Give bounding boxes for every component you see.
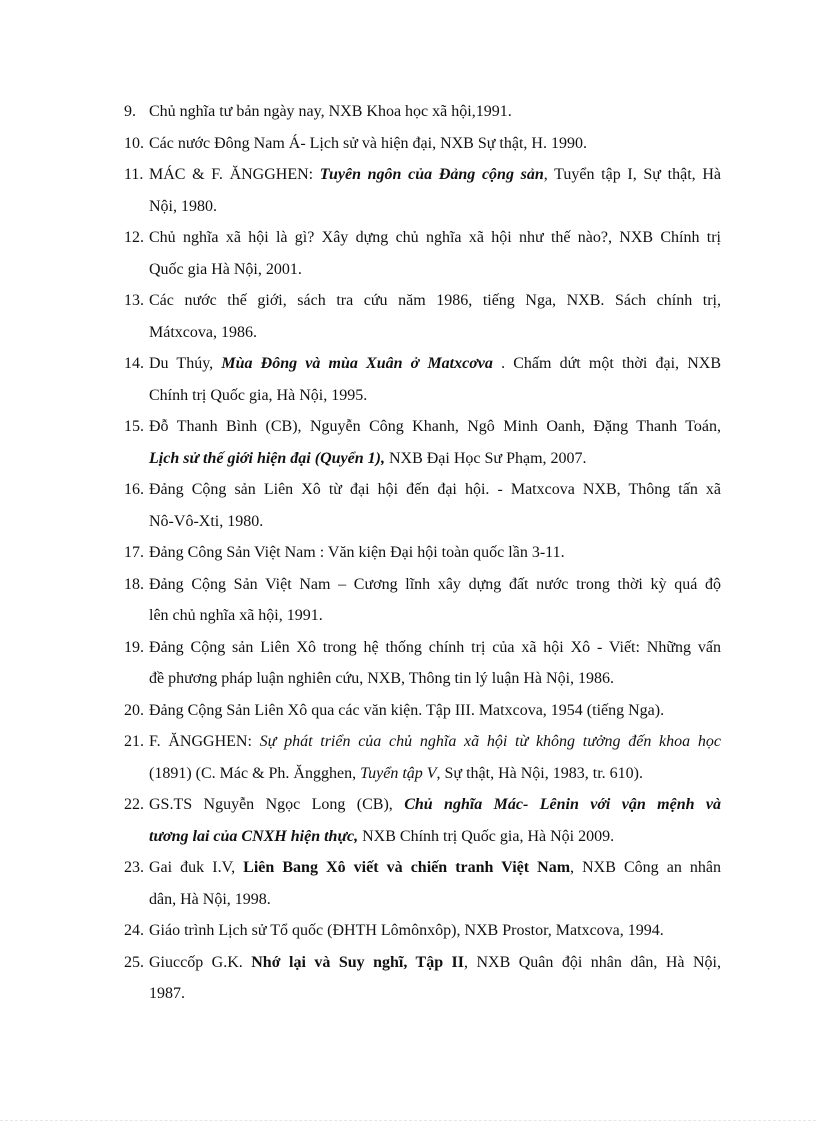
reference-text: Đảng Công Sản Việt Nam : Văn kiện Đại hội toàn quốc lần 3-11.: [149, 544, 565, 561]
reference-item: [124, 947, 721, 1010]
reference-details: , NXB Công an nhân: [570, 859, 722, 876]
reference-details: NXB Đại Học Sư Phạm, 2007.: [384, 449, 587, 467]
reference-item: [124, 285, 721, 348]
reference-title: Sự phát triển của chủ nghĩa xã hội từ không tưởng đến khoa học: [259, 733, 721, 750]
reference-details: (1891) (C. Mác & Ph. Ăngghen,: [149, 764, 361, 782]
reference-text: Đảng Cộng sản Liên Xô trong hệ thống chính trị của xã hội Xô - Viết: Những vấn: [149, 638, 721, 656]
reference-item: [124, 537, 721, 569]
reference-details: . Chấm dứt một thời đại, NXB: [492, 355, 722, 372]
reference-author: F. ĂNGGHEN:: [149, 733, 260, 750]
reference-line: [124, 947, 721, 979]
reference-number: 17.: [124, 544, 144, 561]
reference-continuation: [124, 443, 721, 475]
reference-title: tương lai của CNXH hiện thực,: [149, 827, 359, 845]
reference-author: Du Thúy,: [149, 355, 222, 372]
reference-list: [124, 96, 721, 1010]
reference-item: [124, 411, 721, 474]
reference-item: [124, 726, 721, 789]
reference-line: [124, 726, 721, 758]
reference-details: NXB Chính trị Quốc gia, Hà Nội 2009.: [358, 827, 615, 845]
reference-item: [124, 789, 721, 852]
reference-number: 9.: [124, 103, 136, 120]
reference-number: 21.: [124, 733, 144, 750]
reference-text: Chủ nghĩa tư bản ngày nay, NXB Khoa học xã hội,1991.: [149, 103, 512, 120]
reference-item: [124, 852, 721, 915]
reference-item: [124, 128, 721, 160]
reference-title: Chủ nghĩa Mác- Lênin với vận mệnh và: [404, 796, 722, 813]
reference-continuation: Chính trị Quốc gia, Hà Nội, 1995.: [149, 386, 368, 404]
reference-number: 12.: [124, 229, 144, 246]
reference-text: Đảng Cộng Sản Việt Nam – Cương lĩnh xây dựng đất nước trong thời kỳ quá độ: [149, 575, 721, 593]
reference-title: Tuyên ngôn của Đảng cộng sản: [319, 166, 544, 183]
reference-continuation: đề phương pháp luận nghiên cứu, NXB, Thông tin lý luận Hà Nội, 1986.: [149, 670, 615, 687]
reference-item: [124, 569, 721, 632]
reference-item: [124, 632, 721, 695]
reference-author: Gai đuk I.V,: [149, 859, 244, 876]
reference-number: 18.: [124, 575, 144, 593]
reference-title: Nhớ lại và Suy nghĩ, Tập II: [251, 953, 465, 971]
reference-number: 16.: [124, 481, 144, 498]
reference-continuation: [124, 758, 721, 790]
reference-text: Đảng Cộng sản Liên Xô từ đại hội đến đại hội. - Matxcova NXB, Thông tấn xã: [149, 481, 721, 498]
reference-details: , Tuyển tập I, Sự thật, Hà: [543, 166, 721, 183]
reference-collection-title: Tuyển tập V: [360, 764, 437, 782]
reference-author: Giuccốp G.K.: [149, 953, 252, 971]
reference-title: Lịch sử thế giới hiện đại (Quyển 1),: [149, 449, 385, 467]
reference-title: Liên Bang Xô viết và chiến tranh Việt Nam: [243, 859, 571, 876]
reference-item: [124, 348, 721, 411]
reference-text: Giáo trình Lịch sử Tổ quốc (ĐHTH Lômônxôp), NXB Prostor, Matxcova, 1994.: [149, 922, 664, 939]
reference-continuation: [124, 821, 721, 853]
reference-author: MÁC & F. ĂNGGHEN:: [149, 166, 320, 183]
reference-number: 10.: [124, 134, 144, 152]
reference-number: 22.: [124, 796, 144, 813]
reference-item: [124, 159, 721, 222]
reference-item: [124, 222, 721, 285]
reference-number: 14.: [124, 355, 144, 372]
reference-item: [124, 695, 721, 727]
reference-details: , NXB Quân đội nhân dân, Hà Nội,: [464, 953, 722, 971]
reference-continuation: Quốc gia Hà Nội, 2001.: [149, 260, 302, 278]
reference-continuation: 1987.: [149, 985, 185, 1002]
reference-number: 13.: [124, 292, 144, 309]
reference-item: [124, 474, 721, 537]
reference-number: 24.: [124, 922, 144, 939]
reference-text: Chủ nghĩa xã hội là gì? Xây dựng chủ nghĩa xã hội như thế nào?, NXB Chính trị: [149, 229, 721, 246]
reference-continuation: lên chủ nghĩa xã hội, 1991.: [149, 607, 323, 624]
reference-text: Các nước Đông Nam Á- Lịch sử và hiện đại, NXB Sự thật, H. 1990.: [149, 134, 587, 152]
reference-text: Đảng Cộng Sản Liên Xô qua các văn kiện. Tập III. Matxcova, 1954 (tiếng Nga).: [149, 701, 665, 719]
reference-continuation: dân, Hà Nội, 1998.: [149, 890, 271, 908]
reference-number: 11.: [124, 166, 144, 183]
reference-author: GS.TS Nguyễn Ngọc Long (CB),: [149, 796, 405, 813]
reference-title: Mùa Đông và mùa Xuân ở Matxcơva: [221, 355, 493, 372]
reference-line: [124, 852, 721, 884]
reference-number: 23.: [124, 859, 144, 876]
reference-details: , Sự thật, Hà Nội, 1983, tr. 610).: [436, 764, 643, 782]
reference-text: Các nước thế giới, sách tra cứu năm 1986, tiếng Nga, NXB. Sách chính trị,: [149, 292, 721, 309]
reference-item: [124, 915, 721, 947]
reference-number: 25.: [124, 953, 144, 971]
reference-number: 15.: [124, 418, 144, 435]
reference-continuation: Mátxcova, 1986.: [149, 323, 257, 341]
reference-line: [124, 789, 721, 821]
reference-text: Đỗ Thanh Bình (CB), Nguyễn Công Khanh, Ngô Minh Oanh, Đặng Thanh Toán,: [149, 418, 721, 435]
reference-continuation: Nô-Vô-Xti, 1980.: [149, 512, 264, 530]
reference-continuation: Nội, 1980.: [149, 197, 217, 215]
reference-number: 19.: [124, 638, 144, 656]
reference-line: [124, 159, 721, 191]
reference-number: 20.: [124, 701, 144, 719]
reference-line: [124, 348, 721, 380]
reference-item: [124, 96, 721, 128]
